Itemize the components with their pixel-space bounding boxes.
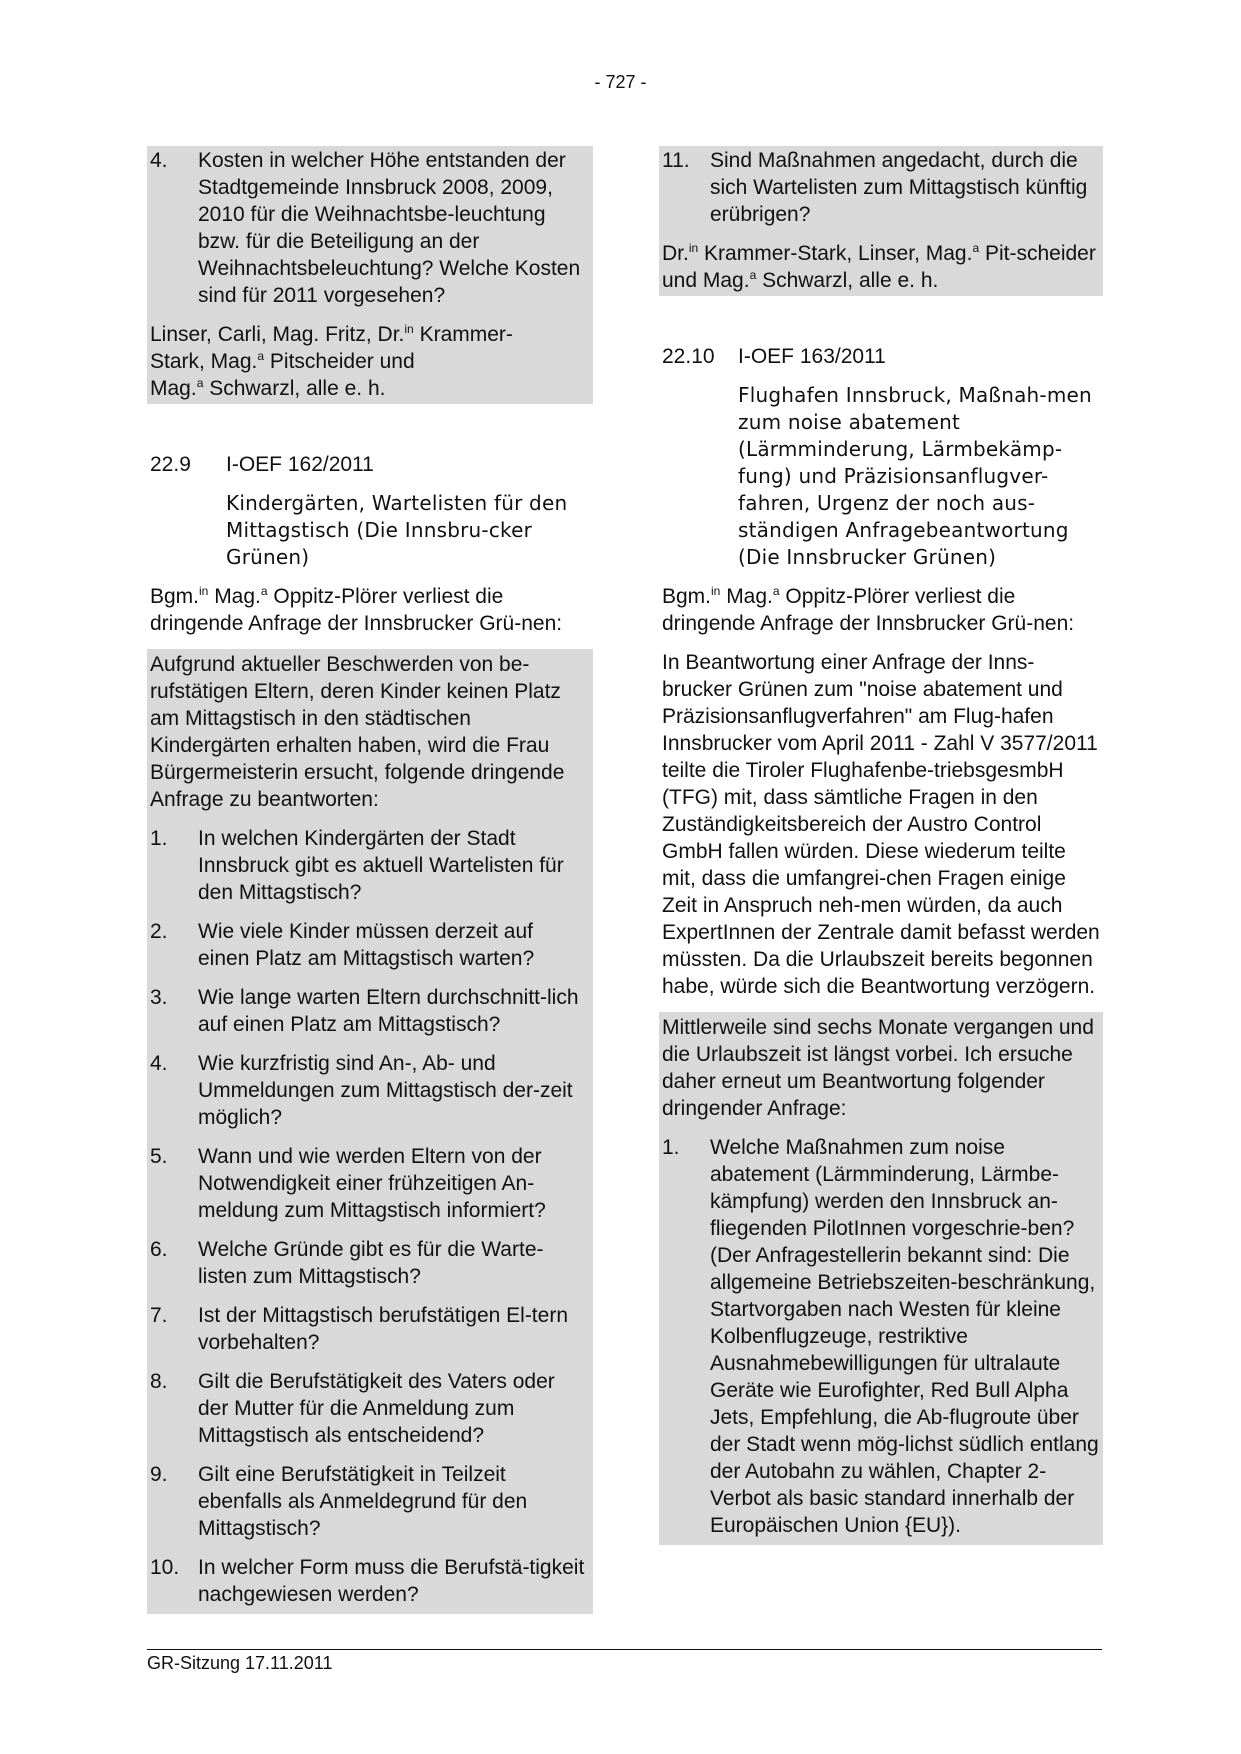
list-number: 3.	[150, 986, 168, 1009]
list-number: 5.	[150, 1145, 168, 1168]
list-item	[662, 1134, 1100, 1539]
list-number: 4.	[150, 1052, 168, 1075]
list-item	[150, 1143, 590, 1224]
request-block	[147, 649, 593, 1614]
section-code: I-OEF 163/2011	[738, 345, 886, 368]
signers: Linser, Carli, Mag. Fritz, Dr.$^{in}$ Krammer- Stark, Mag.$^a$ Pitscheider und Mag.$^a$ Schwarzl, alle e. h.	[150, 322, 513, 400]
list-text: Welche Gründe gibt es für die Warte-listen zum Mittagstisch?	[198, 1238, 544, 1288]
list-number: 1.	[662, 1136, 680, 1159]
question-block-4	[147, 146, 593, 404]
list-text: Gilt eine Berufstätigkeit in Teilzeit ebenfalls als Anmeldegrund für den Mittagstisch?	[198, 1463, 528, 1540]
list-number: 2.	[150, 920, 168, 943]
list-text: In welcher Form muss die Berufstä-tigkeit nachgewiesen werden?	[198, 1556, 585, 1606]
list-item	[150, 984, 590, 1038]
footer-divider	[147, 1649, 1102, 1650]
request-block	[659, 1012, 1103, 1545]
signers: Dr.$^{in}$ Krammer-Stark, Linser, Mag.$^a$ Pit-scheider und Mag.$^a$ Schwarzl, alle e. h.	[662, 241, 1096, 292]
list-number: 10.	[150, 1556, 180, 1579]
section-heading	[662, 343, 1100, 370]
list-text: Wie lange warten Eltern durchschnitt-lich auf einen Platz am Mittagstisch?	[198, 986, 579, 1036]
list-number: 7.	[150, 1304, 168, 1327]
list-text: Sind Maßnahmen angedacht, durch die sich Wartelisten zum Mittagstisch künftig erübrigen?	[710, 149, 1088, 226]
list-number: 1.	[150, 827, 168, 850]
list-text: Welche Maßnahmen zum noise abatement (Lärmminderung, Lärmbe-kämpfung) werden den Innsbruck an-fliegenden PilotInnen vorgeschrie-ben? (Der Anfragestellerin bekannt sind: Die allgemeine Betriebszeiten-beschränkung, Startvorgaben nach Westen für kleine Kolbenflugzeuge, restriktive Ausnahmebewilligungen für ultralaute Geräte wie Eurofighter, Red Bull Alpha Jets, Empfehlung, die Ab-flugroute über der Stadt wenn mög-lichst südlich entlang der Autobahn zu wählen, Chapter 2- Verbot als basic standard innerhalb der Europäischen Union {EU}).	[710, 1136, 1099, 1537]
section-subject: Kindergärten, Wartelisten für den Mittagstisch (Die Innsbru-cker Grünen)	[226, 491, 568, 569]
list-text: Wann und wie werden Eltern von der Notwendigkeit einer frühzeitigen An-meldung zum Mittagstisch informiert?	[198, 1145, 546, 1222]
section-number: 22.10	[662, 345, 715, 368]
list-item	[150, 1050, 590, 1131]
list-number: 9.	[150, 1463, 168, 1486]
list-item	[150, 1236, 590, 1290]
list-number: 8.	[150, 1370, 168, 1393]
question-block-11	[659, 146, 1103, 296]
question-list	[150, 825, 590, 1608]
intro-text: Bgm.$^{in}$ Mag.$^a$ Oppitz-Plörer verliest die dringende Anfrage der Innsbrucker Grü-nen:	[150, 584, 563, 635]
list-text: In welchen Kindergärten der Stadt Innsbruck gibt es aktuell Wartelisten für den Mittagstisch?	[198, 827, 564, 904]
list-text: Wie viele Kinder müssen derzeit auf einen Platz am Mittagstisch warten?	[198, 920, 535, 970]
section-heading	[150, 451, 590, 478]
list-text: Wie kurzfristig sind An-, Ab- und Ummeldungen zum Mittagstisch der-zeit möglich?	[198, 1052, 573, 1129]
list-number: 4.	[150, 149, 168, 172]
list-item	[150, 1461, 590, 1542]
list-text: Ist der Mittagstisch berufstätigen El-tern vorbehalten?	[198, 1304, 568, 1354]
right-column	[659, 146, 1103, 1545]
list-item	[150, 1302, 590, 1356]
list-item	[150, 1554, 590, 1608]
list-item	[150, 825, 590, 906]
list-item	[150, 1368, 590, 1449]
body-text: In Beantwortung einer Anfrage der Inns-brucker Grünen zum "noise abatement und Präzisionsanflugverfahren" am Flug-hafen Innsbrucker vom April 2011 - Zahl V 3577/2011 teilte die Tiroler Flughafenbe-triebsgesmbH (TFG) mit, dass sämtliche Fragen in den Zuständigkeitsbereich der Austro Control GmbH fallen würden. Diese wiederum teilte mit, dass die umfangrei-chen Fragen einige Zeit in Anspruch neh-men würden, da auch ExpertInnen der Zentrale damit befasst werden müssten. Da die Urlaubszeit bereits begonnen habe, würde sich die Beantwortung verzögern.	[662, 651, 1100, 998]
section-22-10	[659, 342, 1103, 1000]
section-subject: Flughafen Innsbruck, Maßnah-men zum noise abatement (Lärmminderung, Lärmbekämp-fung) und Präzisionsanflugver-fahren, Urgenz der noch aus-ständigen Anfragebeantwortung (Die Innsbrucker Grünen)	[738, 383, 1092, 569]
list-item	[150, 147, 590, 309]
section-code: I-OEF 162/2011	[226, 453, 374, 476]
list-number: 11.	[662, 149, 690, 172]
intro-text: Bgm.$^{in}$ Mag.$^a$ Oppitz-Plörer verliest die dringende Anfrage der Innsbrucker Grü-nen:	[662, 584, 1075, 635]
left-column	[147, 146, 593, 1614]
list-item	[662, 147, 1100, 228]
list-text: Kosten in welcher Höhe entstanden der Stadtgemeinde Innsbruck 2008, 2009, 2010 für die Weihnachtsbe-leuchtung bzw. für die Beteiligung an der Weihnachtsbeleuchtung? Welche Kosten sind für 2011 vorgesehen?	[198, 149, 581, 307]
list-number: 6.	[150, 1238, 168, 1261]
request-text: Mittlerweile sind sechs Monate vergangen und die Urlaubszeit ist längst vorbei. Ich ersuche daher erneut um Beantwortung folgender dringender Anfrage:	[662, 1016, 1094, 1120]
footer-text: GR-Sitzung 17.11.2011	[147, 1653, 333, 1673]
request-text: Aufgrund aktueller Beschwerden von be-rufstätigen Eltern, deren Kinder keinen Platz am Mittagstisch in den städtischen Kindergärten erhalten haben, wird die Frau Bürgermeisterin ersucht, folgende dringende Anfrage zu beantworten:	[150, 653, 565, 811]
list-item	[150, 918, 590, 972]
section-number: 22.9	[150, 453, 191, 476]
list-text: Gilt die Berufstätigkeit des Vaters oder der Mutter für die Anmeldung zum Mittagstisch als entscheidend?	[198, 1370, 555, 1447]
section-22-9	[147, 450, 593, 637]
page-number: - 727 -	[594, 72, 647, 92]
